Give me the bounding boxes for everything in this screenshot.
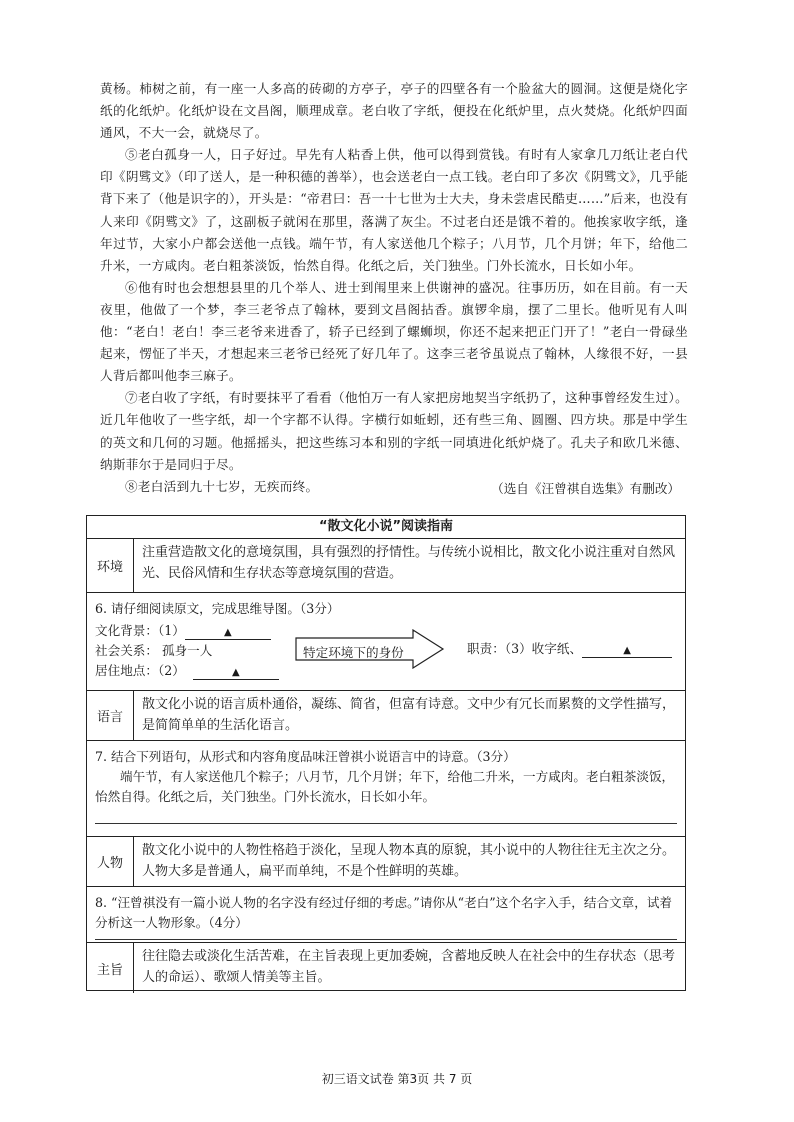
row-label-language: 语言 [87, 691, 134, 740]
mindmap-culture-background [95, 621, 271, 641]
answer-blank-3[interactable]: ▲ [582, 644, 672, 658]
mindmap-culture-label: 文化背景：（1） [95, 623, 185, 638]
guide-title: “散文化小说”阅读指南 [87, 516, 685, 539]
passage-paragraph-6: ⑥他有时也会想想县里的几个举人、进士到闱里来上供谢神的盛况。往事历历，如在目前。有一天夜里，他做了一个梦，李三老爷点了翰林，要到文昌阁拈香。旗锣伞扇，摆了二里长。他听见有人叫他：“老白！老白！李三老爷来进香了，轿子已经到了螺蛳坝，你还不起来把正门开了！”老白一骨碌坐起来，愣怔了半天，才想起来三老爷已经死了好几年了。这李三老爷虽说点了翰林，人缘很不好，一县人背后都叫他李三麻子。 [100, 279, 688, 384]
guide-row-environment [87, 539, 685, 593]
row-text-language: 散文化小说的语言质朴通俗，凝练、简省，但富有诗意。文中少有冗长而累赘的文学性描写，是简简单单的生活化语言。 [142, 697, 676, 733]
question-6-stem: 6. 请仔细阅读原文，完成思维导图。（3分） [95, 601, 340, 616]
row-text-character: 散文化小说中的人物性格趋于淡化，呈现人物本真的原貌，其小说中的人物往往无主次之分。人物大多是普通人，扁平而单纯，不是个性鲜明的英雄。 [142, 843, 676, 879]
row-label-environment: 环境 [87, 539, 134, 592]
reading-passage [100, 78, 688, 498]
guide-row-character [87, 837, 685, 887]
passage-paragraph-8: ⑧老白活到九十七岁，无疾而终。 [125, 478, 319, 494]
mindmap-duty-label: 职责：（3）收字纸、 [467, 641, 583, 656]
mind-map [95, 619, 677, 677]
identity-arrow-label: 特定环境下的身份 [303, 645, 404, 660]
row-label-theme: 主旨 [87, 943, 134, 993]
mindmap-social-relation: 社会关系： 孤身一人 [95, 643, 213, 658]
answer-line-7[interactable] [95, 809, 677, 824]
reading-guide-table [86, 515, 686, 991]
question-7-quote: 端午节，有人家送他几个粽子；八月节，几个月饼；年下，给他二升米，一方咸肉。老白粗茶淡饭，怡然自得。化纸之后，关门独坐。门外长流水，日长如小年。 [95, 769, 675, 804]
question-6 [87, 593, 685, 691]
identity-arrow [295, 629, 445, 675]
passage-paragraph-5: ⑤老白孤身一人，日子好过。早先有人粘香上供，他可以得到赏钱。有时有人家拿几刀纸让老白代印《阴骘文》（印了送人，是一种积德的善举），也会送老白一点工钱。老白印了多次《阴骘文》，几乎能背下来了（他是识字的），开头是：“帝君曰：吾一十七世为士大夫，身未尝虐民酷吏……”后来，也没有人来印《阴骘文》了，这副板子就闲在那里，落满了灰尘。不过老白还是饿不着的。他挨家收字纸，逢年过节，大家小户都会送他一点钱。端午节，有人家送他几个粽子；八月节，几个月饼；年下，给他二升米，一方咸肉。老白粗茶淡饭，怡然自得。化纸之后，关门独坐。门外长流水，日长如小年。 [100, 147, 688, 273]
question-7 [87, 741, 685, 837]
guide-row-theme [87, 943, 685, 993]
answer-blank-2[interactable]: ▲ [193, 666, 279, 680]
answer-blank-1[interactable]: ▲ [185, 626, 271, 640]
row-text-environment: 注重营造散文化的意境氛围，具有强烈的抒情性。与传统小说相比，散文化小说注重对自然风光、民俗风情和生存状态等意境氛围的营造。 [142, 545, 676, 581]
guide-row-language [87, 691, 685, 741]
mindmap-residence [95, 661, 279, 681]
answer-line-8[interactable] [95, 935, 677, 940]
passage-paragraph-7: ⑦老白收了字纸，有时要抹平了看看（他怕万一有人家把房地契当字纸扔了，这种事曾经发生过）。近几年他收了一些字纸，却一个字都不认得。字横行如蚯蚓，还有些三角、圆圈、四方块。那是中学生的英文和几何的习题。他摇摇头，把这些练习本和别的字纸一同填进化纸炉烧了。孔夫子和欧几米德、纳斯菲尔于是同归于尽。 [100, 390, 688, 472]
passage-source: （选自《汪曾祺自选集》有删改） [491, 481, 680, 496]
question-7-stem: 7. 结合下列语句，从形式和内容角度品味汪曾祺小说语言中的诗意。（3分） [95, 749, 516, 764]
question-8-stem: 8. “汪曾祺没有一篇小说人物的名字没有经过仔细的考虑。”请你从“老白”这个名字入手，结合文章，试着分析这一人物形象。（4分） [95, 895, 673, 930]
passage-paragraph-4-tail: 黄杨。柿树之前，有一座一人多高的砖砌的方亭子，亭子的四壁各有一个脸盆大的圆洞。这便是烧化字纸的化纸炉。化纸炉设在文昌阁，顺理成章。老白收了字纸，便投在化纸炉里，点火焚烧。化纸炉四面通风，不大一会，就烧尽了。 [100, 81, 688, 141]
page-footer: 初三语文试卷 第3页 共 7 页 [321, 1072, 473, 1086]
question-8 [87, 887, 685, 943]
mindmap-duty [467, 639, 672, 659]
mindmap-residence-label: 居住地点：（2） [95, 663, 185, 678]
row-text-theme: 往往隐去或淡化生活苦难，在主旨表现上更加委婉，含蓄地反映人在社会中的生存状态（思考人的命运）、歌颂人情美等主旨。 [142, 949, 676, 985]
row-label-character: 人物 [87, 837, 134, 886]
